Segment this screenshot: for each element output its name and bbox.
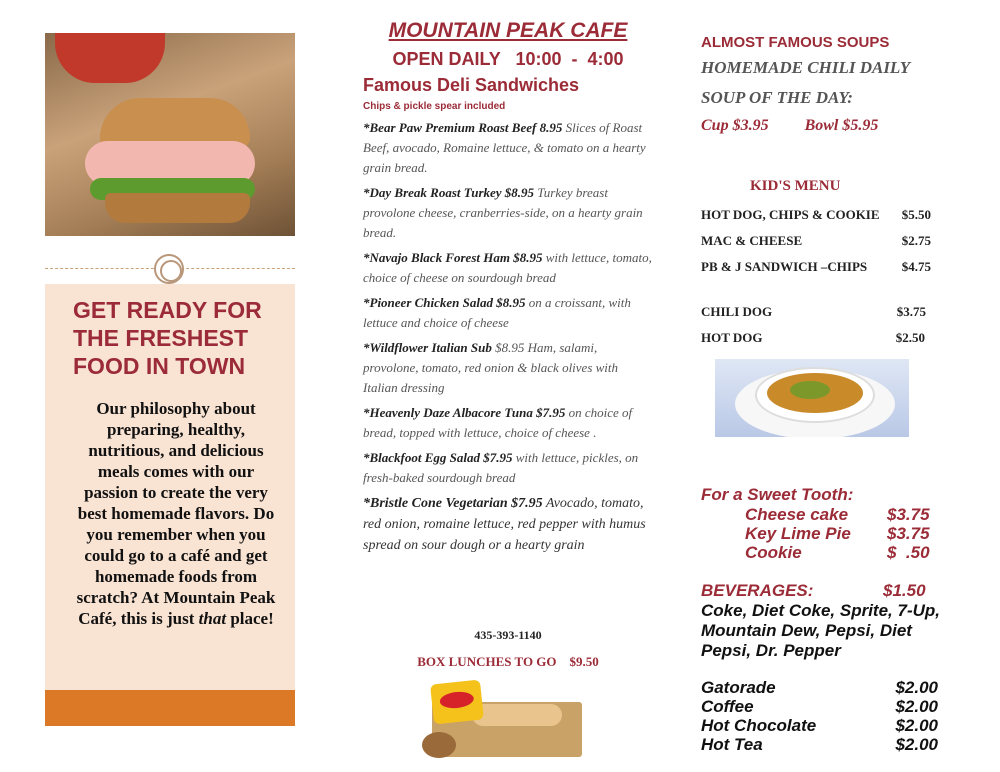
dessert-price: $3.75 bbox=[887, 524, 930, 543]
kids-item-price: $4.75 bbox=[901, 259, 931, 274]
menu-item bbox=[363, 183, 653, 243]
kids-menu-row bbox=[701, 304, 926, 320]
kids-menu-row bbox=[701, 233, 931, 249]
box-lunch-photo bbox=[412, 680, 590, 764]
kids-menu-heading: KID'S MENU bbox=[750, 178, 841, 194]
orange-footer-bar bbox=[45, 690, 295, 726]
philosophy-text-main: Our philosophy about preparing, healthy, nutritious, and delicious meals comes with our passion to create the very best homemade flavors. Do you remember when you could go to a café and get homemade foods from scratch? At Mountain Peak Café, this is just bbox=[76, 399, 276, 628]
dessert-row bbox=[745, 505, 938, 525]
drink-price: $2.00 bbox=[895, 735, 938, 754]
kids-item-label: HOT DOG bbox=[701, 330, 763, 345]
drink-price: $2.00 bbox=[895, 697, 938, 716]
dessert-label: Cheese cake bbox=[745, 505, 849, 524]
photo-cookie bbox=[422, 732, 456, 758]
ring-icon bbox=[154, 254, 184, 284]
drink-price: $2.00 bbox=[895, 678, 938, 697]
philosophy-emphasis: that bbox=[198, 609, 227, 628]
item-name: *Bear Paw Premium Roast Beef 8.95 bbox=[363, 120, 563, 135]
dessert-row bbox=[745, 543, 938, 563]
beverages-label: BEVERAGES: bbox=[701, 581, 814, 600]
soup-photo bbox=[715, 359, 909, 437]
item-description: Avocado, tomato, red onion, romaine lettuce, red pepper with humus spread on sour dough or a hearty grain bbox=[363, 496, 646, 553]
menu-item bbox=[363, 248, 653, 288]
soups-heading: ALMOST FAMOUS SOUPS bbox=[701, 34, 890, 51]
menu-item bbox=[363, 403, 653, 443]
drink-row bbox=[701, 716, 938, 736]
drink-row bbox=[701, 678, 938, 698]
item-description: $8.95 Ham, salami, provolone, tomato, red onion & black olives with Italian dressing bbox=[363, 340, 619, 395]
item-name: *Pioneer Chicken Salad $8.95 bbox=[363, 295, 526, 310]
menu-item bbox=[363, 493, 653, 556]
drink-label: Gatorade bbox=[701, 678, 776, 697]
drink-price: $2.00 bbox=[895, 716, 938, 735]
drink-row bbox=[701, 735, 938, 755]
chips-bag-icon bbox=[430, 679, 484, 724]
menu-item bbox=[363, 448, 653, 488]
dessert-price: $3.75 bbox=[887, 505, 930, 524]
photo-vegetables bbox=[790, 381, 830, 399]
item-name: *Wildflower Italian Sub bbox=[363, 340, 492, 355]
chips-bag-logo bbox=[439, 690, 474, 709]
box-lunch-offer: BOX LUNCHES TO GO $9.50 bbox=[417, 654, 599, 669]
sweet-tooth-heading: For a Sweet Tooth: bbox=[701, 485, 854, 504]
sandwich-list bbox=[363, 118, 653, 561]
kids-item-label: CHILI DOG bbox=[701, 304, 773, 319]
soup-prices bbox=[701, 117, 878, 135]
photo-sub bbox=[472, 704, 562, 726]
item-description: with lettuce, pickles, on fresh-baked sourdough bread bbox=[363, 450, 639, 485]
philosophy-text bbox=[70, 398, 282, 629]
menu-item bbox=[363, 293, 653, 333]
photo-bread-bottom bbox=[105, 193, 250, 223]
item-description: on choice of bread, topped with lettuce, choice of cheese . bbox=[363, 405, 633, 440]
beverages-list: Coke, Diet Coke, Sprite, 7-Up, Mountain Dew, Pepsi, Diet Pepsi, Dr. Pepper bbox=[701, 601, 940, 660]
item-name: *Blackfoot Egg Salad $7.95 bbox=[363, 450, 513, 465]
phone-number: 435-393-1140 bbox=[474, 628, 542, 642]
dessert-label: Cookie bbox=[745, 543, 802, 562]
item-name: *Day Break Roast Turkey $8.95 bbox=[363, 185, 535, 200]
chips-note: Chips & pickle spear included bbox=[363, 101, 506, 112]
kids-item-price: $5.50 bbox=[901, 207, 931, 222]
opening-hours: OPEN DAILY 10:00 - 4:00 bbox=[392, 49, 624, 69]
dessert-label: Key Lime Pie bbox=[745, 524, 851, 543]
headline: GET READY FOR THE FRESHEST FOOD IN TOWN bbox=[73, 297, 262, 379]
item-description: Turkey breast provolone cheese, cranberries-side, on a hearty grain bread. bbox=[363, 185, 643, 240]
kids-menu-row bbox=[701, 259, 931, 275]
bowl-price: Bowl $5.95 bbox=[804, 117, 879, 134]
kids-item-label: PB & J SANDWICH –CHIPS bbox=[701, 259, 868, 274]
photo-bowl bbox=[55, 33, 165, 83]
drink-label: Coffee bbox=[701, 697, 754, 716]
beverages-heading bbox=[701, 581, 926, 601]
sandwich-photo bbox=[45, 33, 295, 236]
beverages-price: $1.50 bbox=[883, 581, 926, 600]
kids-item-label: MAC & CHEESE bbox=[701, 233, 803, 248]
menu-item bbox=[363, 338, 653, 398]
item-description: with lettuce, tomato, choice of cheese on sourdough bread bbox=[363, 250, 652, 285]
menu-item bbox=[363, 118, 653, 178]
kids-item-label: HOT DOG, CHIPS & COOKIE bbox=[701, 207, 880, 222]
drink-row bbox=[701, 697, 938, 717]
deli-sandwiches-heading: Famous Deli Sandwiches bbox=[363, 75, 580, 95]
kids-menu-row bbox=[701, 330, 925, 346]
philosophy-text-end: place! bbox=[226, 609, 274, 628]
item-name: *Bristle Cone Vegetarian $7.95 bbox=[363, 496, 543, 511]
kids-item-price: $2.50 bbox=[895, 330, 925, 345]
kids-item-price: $3.75 bbox=[896, 304, 926, 319]
item-description: on a croissant, with lettuce and choice of cheese bbox=[363, 295, 631, 330]
cafe-title: MOUNTAIN PEAK CAFE bbox=[388, 19, 628, 42]
soup-of-day-line: SOUP OF THE DAY: bbox=[701, 88, 853, 107]
item-name: *Navajo Black Forest Ham $8.95 bbox=[363, 250, 543, 265]
soup-chili-line: HOMEMADE CHILI DAILY bbox=[701, 58, 911, 77]
kids-item-price: $2.75 bbox=[901, 233, 931, 248]
item-description: Slices of Roast Beef, avocado, Romaine lettuce, & tomato on a hearty grain bread. bbox=[363, 120, 646, 175]
kids-menu-row bbox=[701, 207, 931, 223]
dessert-price: $ .50 bbox=[887, 543, 930, 562]
dessert-row bbox=[745, 524, 938, 544]
item-name: *Heavenly Daze Albacore Tuna $7.95 bbox=[363, 405, 566, 420]
cup-price: Cup $3.95 bbox=[701, 117, 769, 134]
drink-label: Hot Tea bbox=[701, 735, 763, 754]
drink-label: Hot Chocolate bbox=[701, 716, 817, 735]
